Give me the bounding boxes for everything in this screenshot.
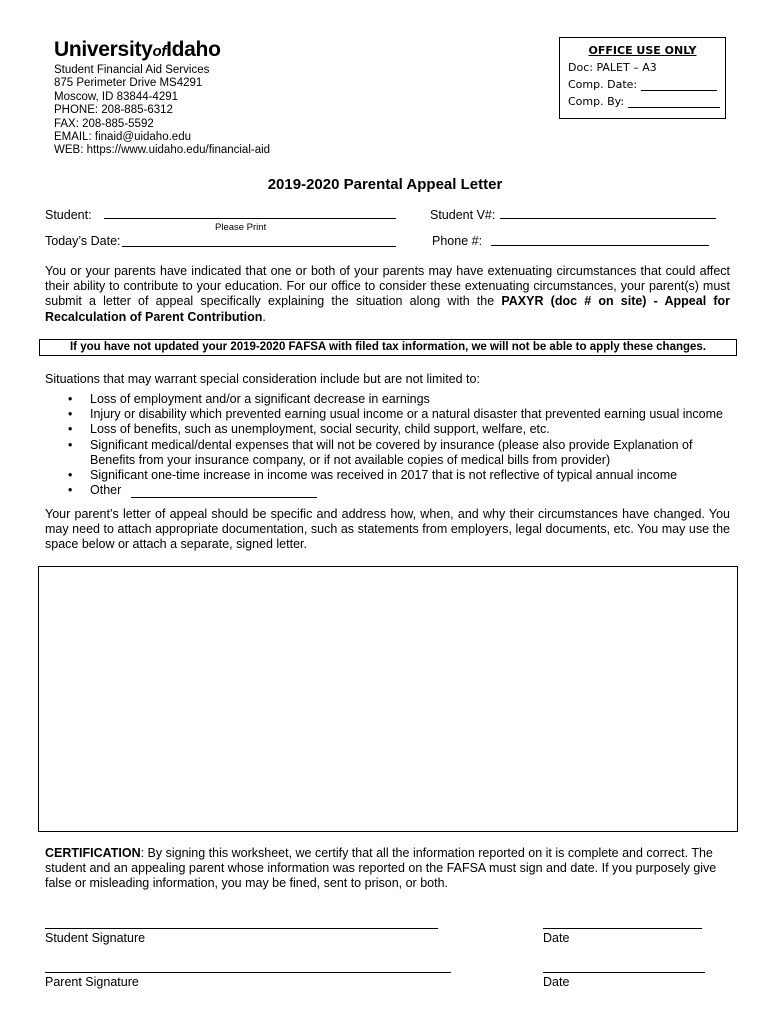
office-comp-by-row [568, 95, 725, 108]
student-date-label: Date [543, 931, 570, 945]
office-comp-date-line[interactable] [641, 90, 717, 91]
please-print-hint: Please Print [215, 222, 267, 233]
certification-paragraph [45, 846, 733, 892]
fafsa-notice: If you have not updated your 2019-2020 FAFSA with filed tax information, we will not be able to apply these changes. [39, 339, 737, 356]
contact-line: PHONE: 208-885-6312 [54, 104, 173, 117]
contact-line: 875 Perimeter Drive MS4291 [54, 77, 203, 90]
office-comp-by-label: Comp. By: [568, 95, 625, 108]
situations-intro: Situations that may warrant special consideration include but are not limited to: [45, 372, 480, 386]
student-name-line[interactable] [104, 218, 396, 219]
bullet-icon: • [68, 468, 73, 483]
parent-date-label: Date [543, 975, 570, 989]
bullet-icon: • [68, 422, 73, 437]
intro-paragraph [45, 264, 730, 325]
page-title: 2019-2020 Parental Appeal Letter [267, 176, 503, 193]
university-logo [54, 38, 221, 62]
situations-list [68, 392, 733, 498]
student-v-label: Student V#: [430, 208, 496, 222]
certification-label: CERTIFICATION [45, 846, 141, 860]
student-v-line[interactable] [500, 218, 716, 219]
phone-label: Phone #: [432, 234, 483, 248]
list-item: • Significant one-time increase in income was received in 2017 that is not reflective of typical annual income [68, 468, 678, 483]
intro-bold-form: PAXYR (doc # on site) - Appeal for Recalculation of Parent Contribution [45, 294, 730, 324]
parent-signature-line[interactable] [45, 972, 451, 973]
contact-line: FAX: 208-885-5592 [54, 117, 154, 130]
intro-end: . [262, 309, 266, 324]
list-item: • Loss of employment and/or a significant decrease in earnings [68, 392, 430, 406]
other-line[interactable] [131, 497, 317, 498]
list-item-other: • Other [68, 483, 733, 498]
office-comp-by-line[interactable] [628, 107, 720, 108]
office-comp-date-row [568, 78, 725, 91]
contact-line: WEB: https://www.uidaho.edu/financial-aid [54, 144, 271, 157]
office-doc: Doc: PALET – A3 [568, 61, 657, 74]
instructions-paragraph: Your parent’s letter of appeal should be specific and address how, when, and why their circumstances have changed. You may need to attach appropriate documentation, such as statements from employers, legal documents, etc. You may use the space below or attach a separate, signed letter. [45, 507, 730, 552]
bullet-icon: • [68, 437, 73, 452]
logo-of: of [152, 43, 167, 60]
student-signature-label: Student Signature [45, 931, 146, 945]
parent-signature-label: Parent Signature [45, 975, 139, 989]
bullet-icon: • [68, 392, 73, 406]
logo-university: University [54, 38, 153, 61]
office-use-title: OFFICE USE ONLY [588, 44, 697, 57]
list-item: • Loss of benefits, such as unemployment, social security, child support, welfare, etc. [68, 422, 550, 437]
list-item: • Injury or disability which prevented earning usual income or a natural disaster that prevented earning usual income [68, 407, 723, 422]
bullet-icon: • [68, 483, 73, 498]
office-comp-date-label: Comp. Date: [568, 78, 638, 91]
student-label: Student: [45, 208, 92, 222]
todays-date-label: Today’s Date: [45, 234, 121, 248]
contact-line: Student Financial Aid Services [54, 64, 210, 76]
certification-text: : By signing this worksheet, we certify that all the information reported on it is complete and correct. The student and an appealing parent whose information was reported on the FAFSA must sign and date. If you purposely give false or misleading information, you may be fined, sent to prison, or both. [45, 846, 717, 891]
list-item: • Significant medical/dental expenses that will not be covered by insurance (please also provide Explanation of Benefits from your insurance company, or if not available copies of medical bills from provider) [68, 437, 693, 467]
contact-block [54, 64, 270, 158]
student-date-line[interactable] [543, 928, 702, 929]
student-signature-line[interactable] [45, 928, 438, 929]
contact-line: EMAIL: finaid@uidaho.edu [54, 131, 191, 144]
parent-date-line[interactable] [543, 972, 705, 973]
logo-idaho: Idaho [166, 38, 221, 61]
office-use-box [559, 37, 726, 119]
contact-line: Moscow, ID 83844-4291 [54, 90, 179, 103]
intro-text: You or your parents have indicated that one or both of your parents may have extenuating circumstances that could affect their ability to contribute to your education. For our office to consider these extenuating circumstances, your parent(s) must submit a letter of appeal specifically explaining the situation along with the [45, 264, 730, 309]
phone-line[interactable] [491, 245, 709, 246]
appeal-letter-box[interactable] [38, 566, 738, 832]
todays-date-line[interactable] [122, 246, 396, 247]
bullet-icon: • [68, 407, 73, 422]
